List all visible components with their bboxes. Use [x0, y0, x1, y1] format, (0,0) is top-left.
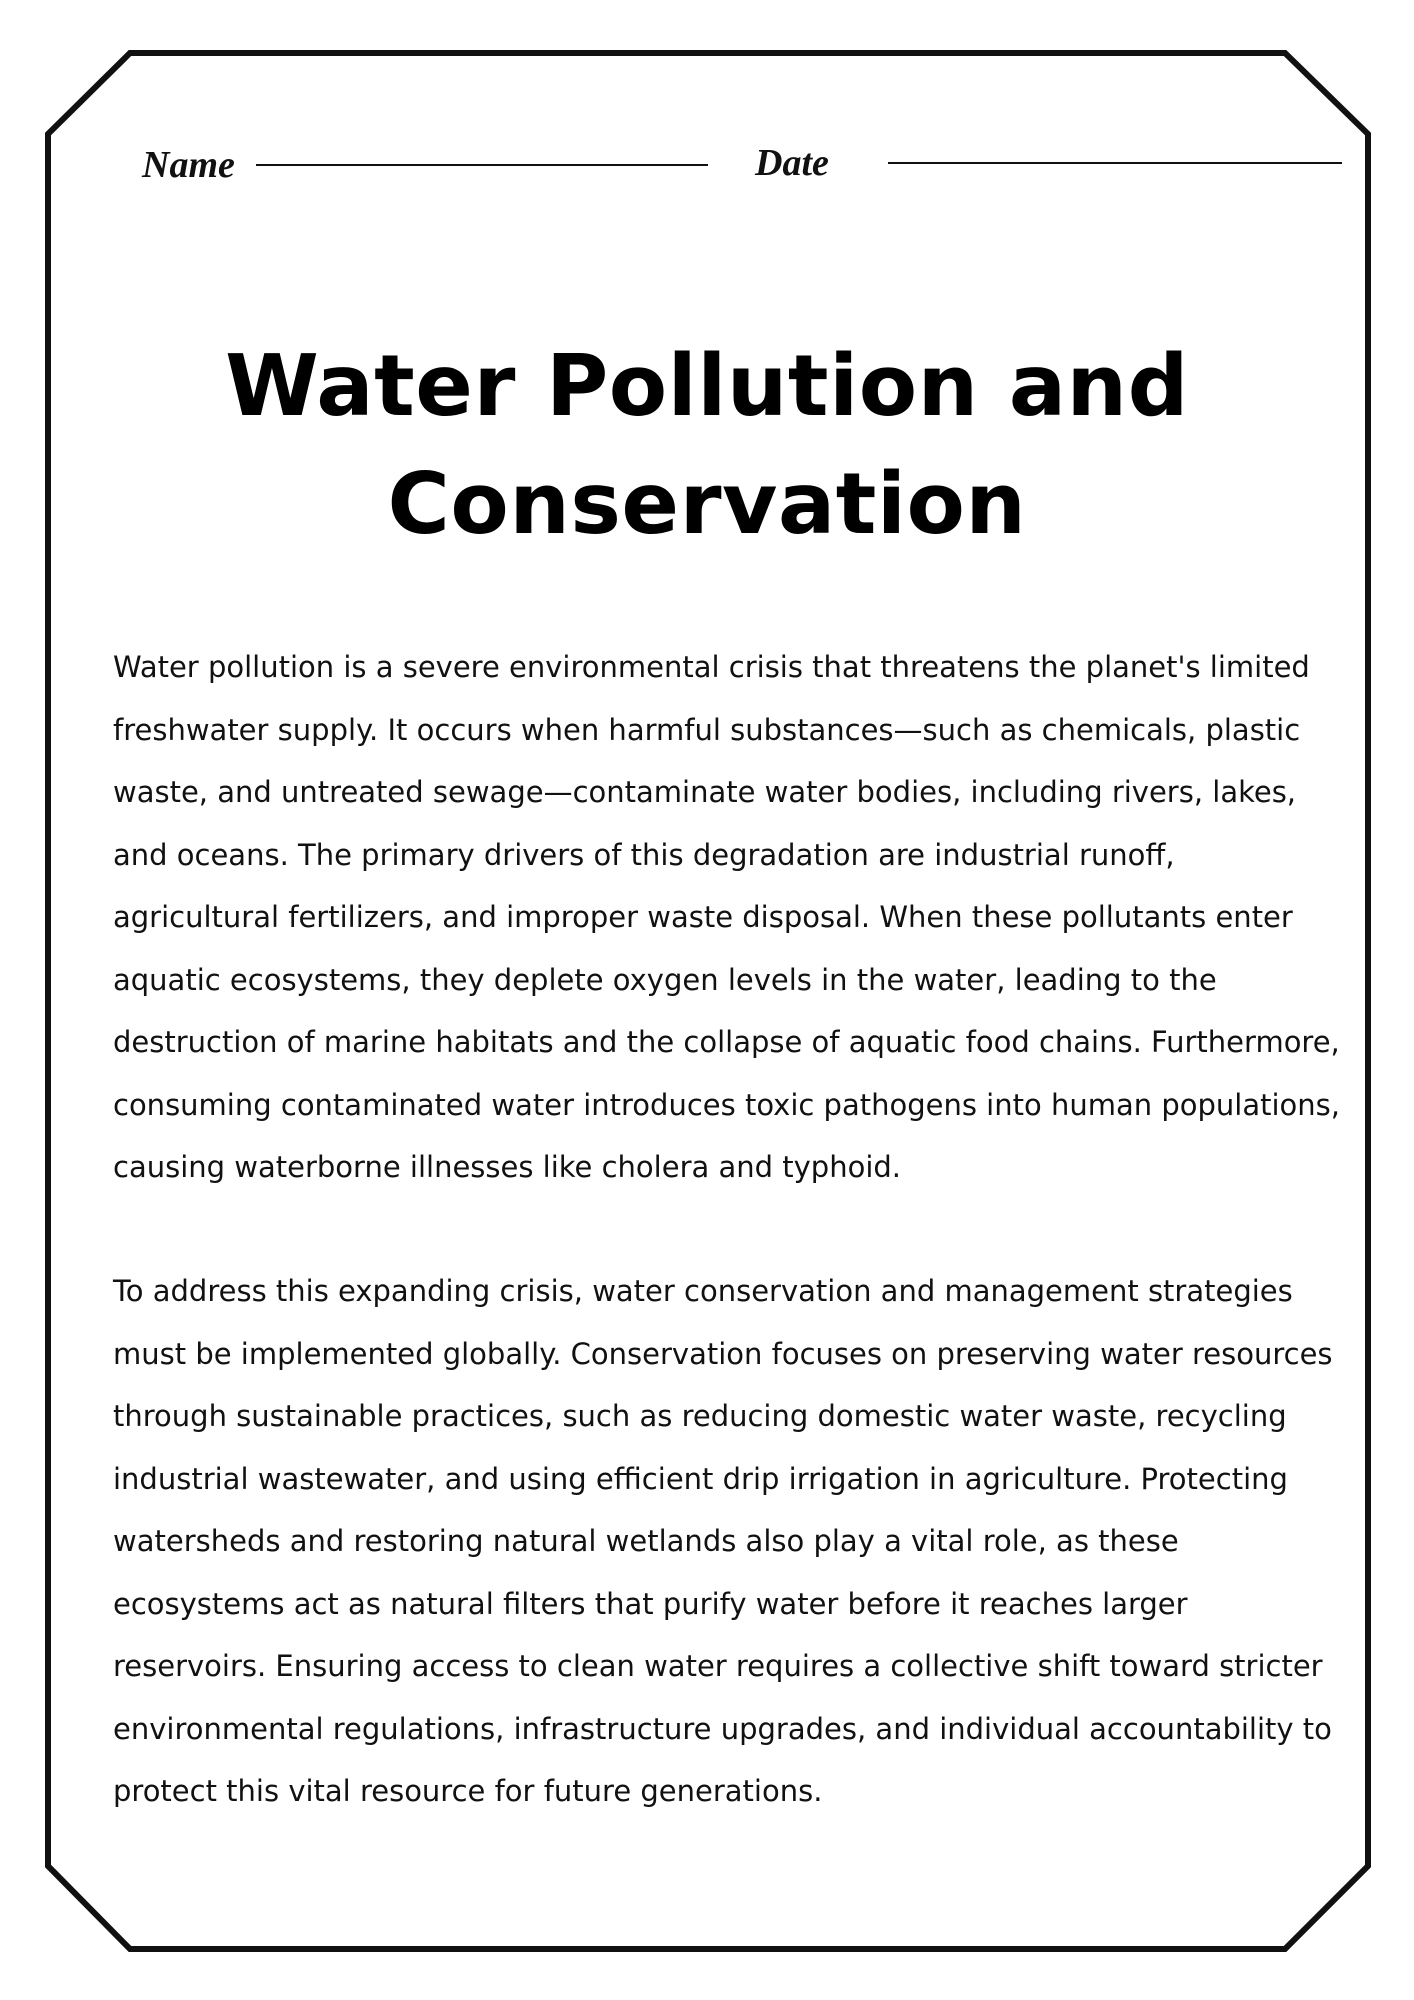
date-line[interactable] — [888, 162, 1342, 164]
paragraph-pollution: Water pollution is a severe environmental crisis that threatens the planet's limited freshwater supply. It occurs when harmful substances—such as chemicals, plastic waste, and untreated sewage—contaminate water bodies, including rivers, lakes, and oceans. The primary drivers of this degradation are industrial runoff, agricultural fertilizers, and improper waste disposal. When these pollutants enter aquatic ecosystems, they deplete oxygen levels in the water, leading to the destruction of marine habitats and the collapse of aquatic food chains. Furthermore, consuming contaminated water introduces toxic pathogens into human populations, causing waterborne illnesses like cholera and typhoid. — [113, 650, 1340, 1184]
title-line-2: Conservation — [387, 455, 1027, 554]
page-title — [110, 328, 1304, 564]
paragraph-conservation: To address this expanding crisis, water conservation and management strategies must be implemented globally. Conservation focuses on preserving water resources through sustainable practices, such as reducing domestic water waste, recycling industrial wastewater, and using efficient drip irrigation in agriculture. Protecting watersheds and restoring natural wetlands also play a vital role, as these ecosystems act as natural filters that purify water before it reaches larger reservoirs. Ensuring access to clean water requires a collective shift toward stricter environmental regulations, infrastructure upgrades, and individual accountability to protect this vital resource for future generations. — [113, 1274, 1333, 1808]
name-line[interactable] — [256, 164, 708, 166]
name-date-header — [0, 0, 1414, 220]
title-line-1: Water Pollution and — [225, 337, 1189, 436]
name-label: Name — [142, 144, 235, 186]
date-label: Date — [755, 142, 829, 184]
